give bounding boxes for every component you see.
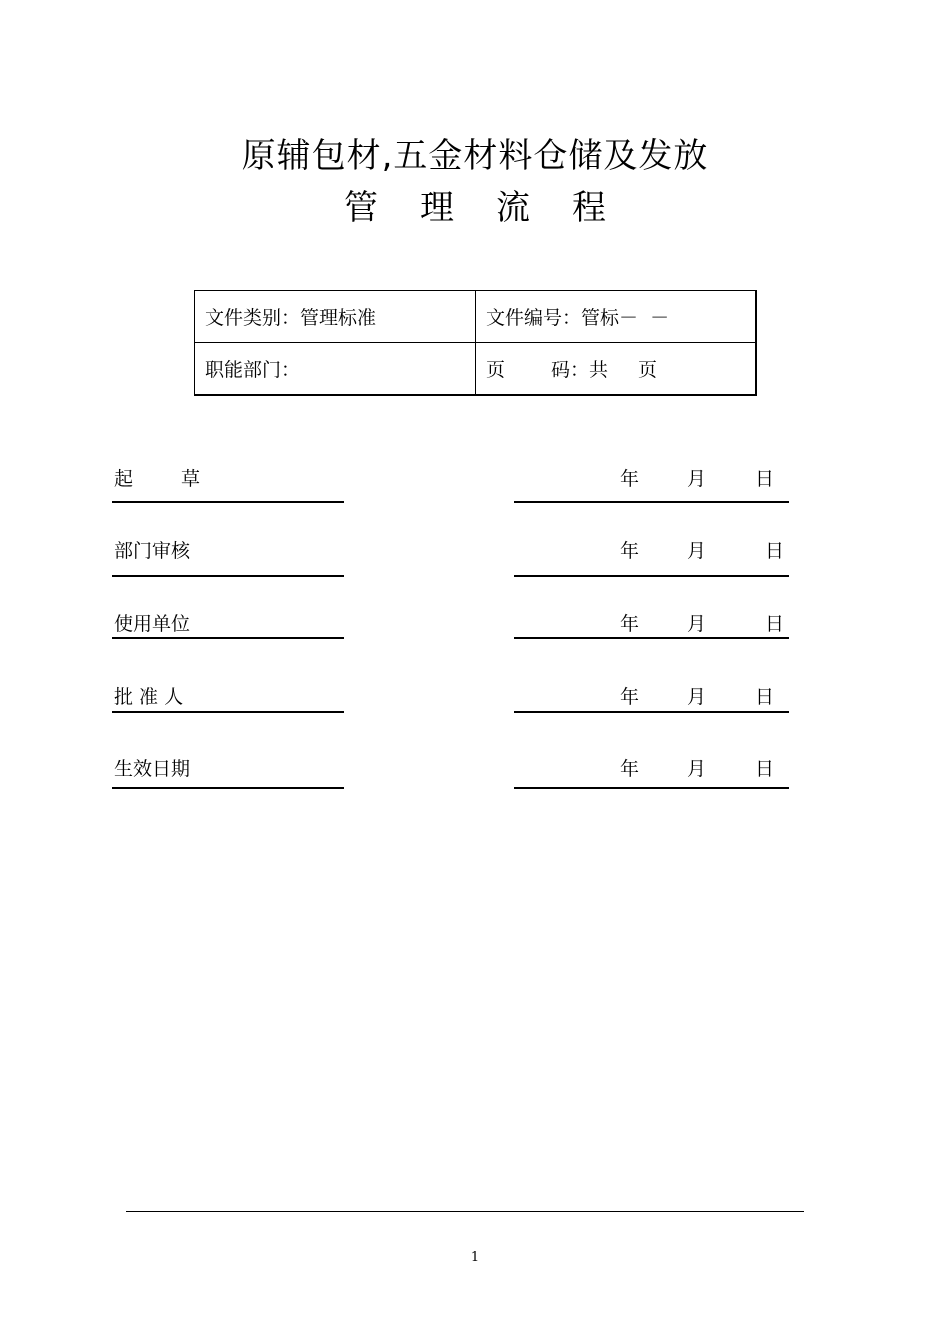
year-label: 年 [620,613,640,635]
subtitle-char: 程 [572,188,606,228]
day-label: 日 [765,613,785,635]
year-label: 年 [620,758,640,780]
department-label: 职能部门： [205,359,301,381]
footer-divider [126,1211,804,1212]
year-label: 年 [620,540,640,562]
signature-line [112,637,344,639]
month-label: 月 [687,686,707,708]
file-number-label: 文件编号： [486,307,582,329]
file-number-value: 管标－ － [581,307,670,329]
date-line [514,501,789,503]
signature-line [112,501,344,503]
page-number: 1 [470,1250,480,1265]
year-label: 年 [620,686,640,708]
file-category-cell [195,291,476,343]
subtitle-char: 理 [420,188,454,228]
signature-line [112,787,344,789]
signature-label-draft [114,464,200,491]
subtitle-char: 管 [344,188,378,228]
date-line [514,787,789,789]
month-label: 月 [687,540,707,562]
draft-label-b: 草 [181,468,201,490]
day-label: 日 [755,686,775,708]
page-total-a: 共 [589,359,609,381]
page-total-b: 页 [638,359,658,381]
file-number-cell [476,291,757,343]
signature-label-user-unit: 使用单位 [114,613,191,635]
document-info-table [194,290,757,396]
subtitle-char: 流 [496,188,530,228]
date-line [514,711,789,713]
document-subtitle [0,180,950,229]
year-label: 年 [620,468,640,490]
day-label: 日 [755,468,775,490]
signature-label-review: 部门审核 [114,540,191,562]
month-label: 月 [687,758,707,780]
file-category-value: 管理标准 [300,307,377,329]
draft-label-a: 起 [114,468,134,490]
signature-label-approver: 批 准 人 [114,686,184,708]
month-label: 月 [687,468,707,490]
day-label: 日 [765,540,785,562]
page-label-a: 页 [486,359,506,381]
signature-line [112,711,344,713]
day-label: 日 [755,758,775,780]
page-count-cell [476,343,757,396]
file-category-label: 文件类别： [205,307,301,329]
month-label: 月 [687,613,707,635]
department-cell [195,343,476,396]
signature-line [112,575,344,577]
document-title: 原辅包材,五金材料仓储及发放 [241,136,709,176]
page-label-b: 码： [551,359,590,381]
date-line [514,637,789,639]
signature-label-effective-date: 生效日期 [114,758,191,780]
date-line [514,575,789,577]
